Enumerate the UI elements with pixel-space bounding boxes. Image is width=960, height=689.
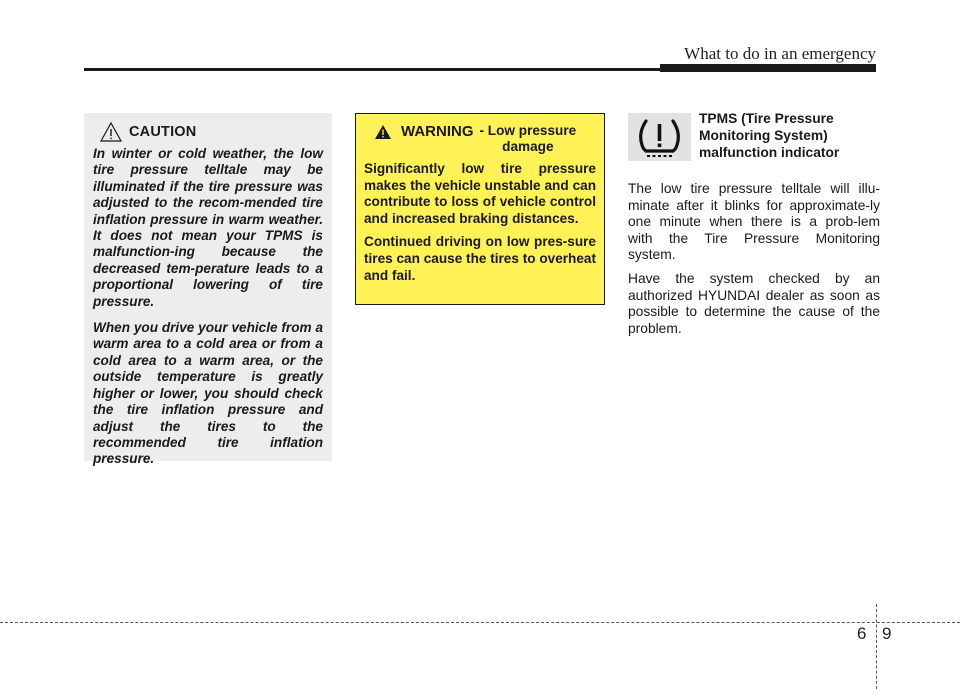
caution-triangle-icon bbox=[99, 121, 123, 143]
caution-paragraph-1: In winter or cold weather, the low tire pressure telltale may be illuminated if the tire pressure was adjusted to the recom-mended tire inflation pressure in warm weather. It does not mean your TPMS is malfunction-ing because the decreased tem-perature leads to a proportional lowering of tire pressure. bbox=[93, 146, 323, 309]
warning-paragraph-1: Significantly low tire pressure makes the vehicle unstable and can contribute to loss of vehicle control and increased braking distances. bbox=[364, 161, 596, 226]
caution-title: CAUTION bbox=[129, 124, 197, 140]
warning-heading bbox=[374, 123, 596, 155]
warning-triangle-icon bbox=[374, 124, 392, 140]
tpms-warning-icon bbox=[628, 113, 691, 161]
header-title: What to do in an emergency bbox=[684, 44, 876, 63]
tpms-paragraph-2: Have the system checked by an authorized HYUNDAI dealer as soon as possible to determine the cause of the problem. bbox=[628, 270, 880, 336]
warning-subtitle-line2: damage bbox=[502, 139, 554, 154]
footer-section-number: 6 bbox=[857, 624, 867, 643]
tpms-paragraph-1: The low tire pressure telltale will illu-minate after it blinks for approximate-ly one minute when there is a prob-lem with the Tire Pressure Monitoring system. bbox=[628, 181, 880, 263]
header-rule bbox=[84, 68, 876, 71]
tpms-body bbox=[628, 181, 880, 344]
tpms-title: TPMS (Tire Pressure Monitoring System) malfunction indicator bbox=[699, 111, 840, 160]
footer-dashed-divider bbox=[876, 604, 877, 689]
warning-label: WARNING bbox=[401, 123, 474, 140]
warning-subtitle bbox=[474, 123, 577, 155]
footer-page-number: 9 bbox=[882, 624, 892, 643]
caution-heading bbox=[99, 121, 323, 143]
tpms-icon-box bbox=[628, 113, 691, 161]
warning-subtitle-line1: - Low pressure bbox=[479, 123, 577, 138]
warning-paragraph-2: Continued driving on low pres-sure tires can cause the tires to overheat and fail. bbox=[364, 234, 596, 283]
footer-dashed-rule bbox=[0, 622, 960, 623]
caution-box bbox=[84, 113, 332, 467]
warning-box bbox=[355, 113, 605, 305]
caution-paragraph-2: When you drive your vehicle from a warm area to a cold area or from a cold area to a warm area, or the outside temperature is greatly higher or lower, you should check the tire inflation pressure and adjust the tires to the recommended tire inflation pressure. bbox=[93, 320, 323, 467]
